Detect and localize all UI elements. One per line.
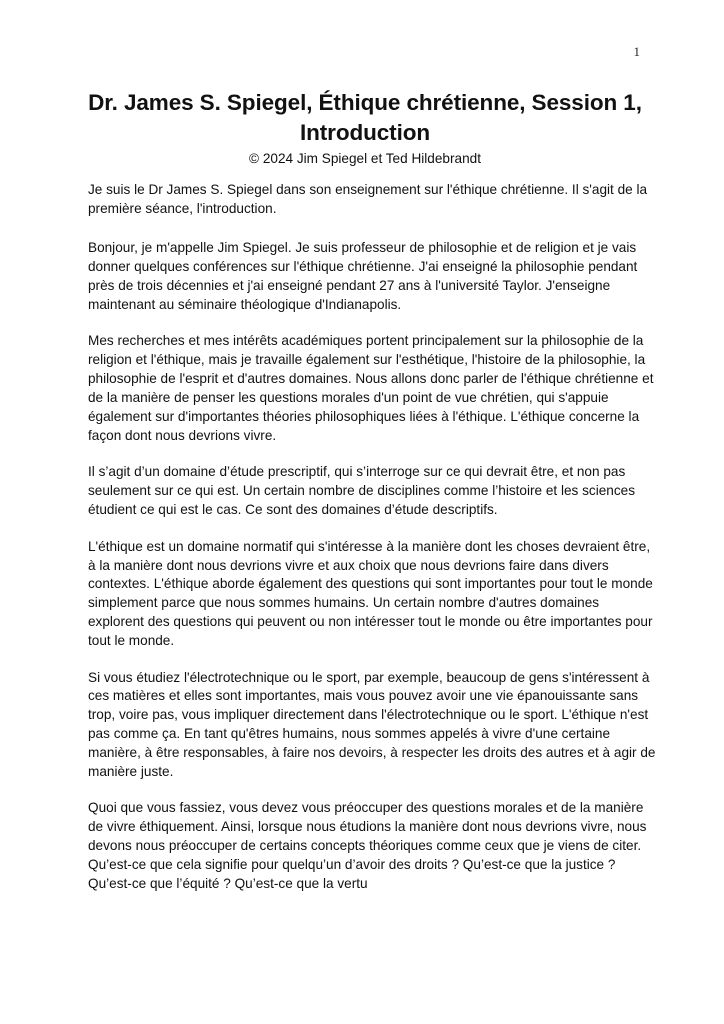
paragraph-normative: L'éthique est un domaine normatif qui s'intéresse à la manière dont les choses devraient être, à la manière dont nous devrions vivre et aux choix que nous devrions faire dans divers contextes. L'éthique aborde également des questions qui sont importantes pour tout le monde simplement parce que nous sommes humains. Un certain nombre d'autres domaines explorent des questions qui peuvent ou non intéresser tout le monde ou être importantes pour tout le monde. <box>88 538 653 649</box>
paragraph-bonjour: Bonjour, je m'appelle Jim Spiegel. Je suis professeur de philosophie et de religion et je vais donner quelques conférences sur l'éthique chrétienne. J'ai enseigné la philosophie pendant près de trois décennies et j'ai enseigné pendant 27 ans à l'université Taylor. J'enseigne maintenant au séminaire théologique d'Indianapolis. <box>88 239 638 312</box>
document-title: Dr. James S. Spiegel, Éthique chrétienne, Session 1, Introduction <box>88 90 642 145</box>
paragraph-intro: Je suis le Dr James S. Spiegel dans son enseignement sur l'éthique chrétienne. Il s'agit de la première séance, l'introduction. <box>88 182 648 216</box>
paragraph-prescriptive: Il s’agit d’un domaine d’étude prescriptif, qui s’interroge sur ce qui devrait être, et non pas seulement sur ce qui est. Un certain nombre de disciplines comme l’histoire et les sciences étudient ce qui est le cas. Ce sont des domaines d’étude descriptifs. <box>88 464 636 518</box>
document-header <box>80 88 650 169</box>
copyright-notice: © 2024 Jim Spiegel et Ted Hildebrandt <box>249 151 481 166</box>
paragraph-research: Mes recherches et mes intérêts académiques portent principalement sur la philosophie de la religion et l'éthique, mais je travaille également sur l'esthétique, l'histoire de la philosophie, la philosophie de l'esprit et d'autres domaines. Nous allons donc parler de l'éthique chrétienne et de la manière de penser les questions morales d'un point de vue chrétien, qui s'appuie également sur d'importantes théories philosophiques liées à l'éthique. L'éthique concerne la façon dont nous devrions vivre. <box>88 333 654 443</box>
paragraph-concepts: Quoi que vous fassiez, vous devez vous préoccuper des questions morales et de la manière de vivre éthiquement. Ainsi, lorsque nous étudions la manière dont nous devrions vivre, nous devons nous préoccuper de certains concepts théoriques comme ceux que je viens de citer. Qu’est-ce que cela signifie pour quelqu’un d’avoir des droits ? Qu’est-ce que la justice ? Qu’est-ce que l’équité ? Qu’est-ce que la vertu <box>88 800 647 892</box>
document-body <box>88 181 656 912</box>
paragraph-examples: Si vous étudiez l'électrotechnique ou le sport, par exemple, beaucoup de gens s'intéressent à ces matières et elles sont importantes, mais vous pouvez avoir une vie épanouissante sans trop, voire pas, vous impliquer directement dans l'électrotechnique ou le sport. L'éthique n'est pas comme ça. En tant qu'êtres humains, nous sommes appelés à vivre d'une certaine manière, à être responsables, à faire nos devoirs, à respecter les droits des autres et à agir de manière juste. <box>88 669 656 780</box>
page-number: 1 <box>633 44 640 59</box>
